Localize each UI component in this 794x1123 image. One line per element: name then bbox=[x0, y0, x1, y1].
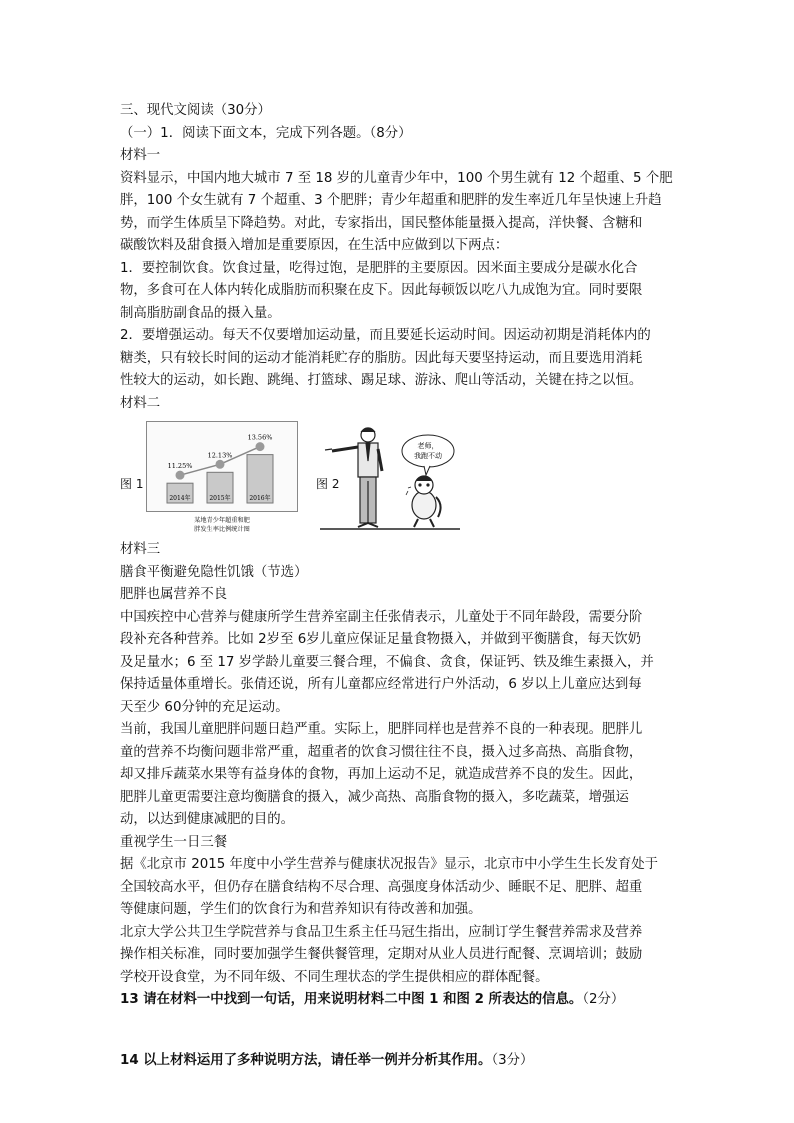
chart-value-label: 11.25% bbox=[167, 462, 193, 471]
material-one-line: 势，而学生体质呈下降趋势。对此，专家指出，国民整体能量摄入提高，洋快餐、含糖和 bbox=[120, 215, 643, 231]
material-one-line: 2．要增强运动。每天不仅要增加运动量，而且要延长运动时间。因运动初期是消耗体内的 bbox=[120, 328, 651, 343]
material-three-line: 操作相关标准，同时要加强学生餐供餐管理，定期对从业人员进行配餐、烹调培训；鼓励 bbox=[120, 947, 643, 962]
question-14 bbox=[120, 1050, 680, 1073]
chart-value-label: 12.13% bbox=[207, 451, 233, 460]
material-three-line: 据《北京市 2015 年度中小学生营养与健康状况报告》显示，北京市中小学生生长发育处于 bbox=[120, 857, 659, 872]
answer-space-13[interactable] bbox=[120, 1012, 680, 1050]
material-one-title: 材料一 bbox=[120, 148, 161, 163]
speech-line-2: 我跑不动 bbox=[414, 452, 442, 460]
question-14-text: 14 以上材料运用了多种说明方法，请任举一例并分析其作用。 bbox=[120, 1052, 492, 1068]
material-three-line: 却又排斥蔬菜水果等有益身体的食物，再加上运动不足，就造成营养不良的发生。因此， bbox=[120, 767, 643, 782]
material-one-line: 胖，100 个女生就有 7 个超重、3 个肥胖；青少年超重和肥胖的发生率近几年呈快速上升趋 bbox=[120, 193, 662, 208]
material-three-line: 当前，我国儿童肥胖问题日趋严重。实际上，肥胖同样也是营养不良的一种表现。肥胖儿 bbox=[120, 722, 643, 737]
material-three-line: 学校开设食堂，为不同年级、不同生理状态的学生提供相应的群体配餐。 bbox=[120, 969, 549, 985]
material-three-line: 重视学生一日三餐 bbox=[120, 834, 228, 850]
chart-point bbox=[176, 471, 185, 480]
figure-1-label: 图 1 bbox=[120, 477, 144, 491]
material-three-line: 中国疾控中心营养与健康所学生营养室副主任张倩表示，儿童处于不同年龄段，需要分阶 bbox=[120, 609, 643, 625]
material-three-line: 等健康问题，学生们的饮食行为和营养知识有待改善和加强。 bbox=[120, 902, 482, 917]
document-body bbox=[120, 100, 680, 1072]
chart-point bbox=[216, 460, 225, 469]
material-three-line: 全国较高水平，但仍存在膳食结构不尽合理、高强度身体活动少、睡眠不足、肥胖、超重 bbox=[120, 879, 643, 895]
material-three-line: 北京大学公共卫生学院营养与食品卫生系主任马冠生指出，应制订学生餐营养需求及营养 bbox=[120, 924, 643, 940]
chart-category-label: 2016年 bbox=[249, 495, 271, 502]
material-one-line: 性较大的运动，如长跑、跳绳、打篮球、踢足球、游泳、爬山等活动，关键在持之以恒。 bbox=[120, 373, 643, 388]
figure-2-label: 图 2 bbox=[316, 477, 340, 491]
material-three-line: 膳食平衡避免隐性饥饿（节选） bbox=[120, 564, 308, 580]
material-two-figures bbox=[120, 421, 680, 533]
question-14-score: （3分） bbox=[491, 1052, 534, 1068]
material-three-line: 保持适量体重增长。张倩还说，所有儿童都应经常进行户外活动，6 岁以上儿童应达到每 bbox=[120, 677, 642, 692]
figure-2-cartoon bbox=[320, 421, 460, 533]
question-13-score: （2分） bbox=[582, 992, 625, 1007]
chart-point bbox=[256, 442, 265, 451]
material-three-line: 肥胖也属营养不良 bbox=[120, 587, 228, 602]
chart-category-label: 2014年 bbox=[169, 495, 191, 502]
material-two-title: 材料二 bbox=[120, 395, 161, 411]
speech-line-1: 老师， bbox=[417, 442, 439, 450]
chart-value-label: 13.56% bbox=[247, 433, 273, 442]
material-three-line: 童的营养不均衡问题非常严重，超重者的饮食习惯往往不良，摄入过多高热、高脂食物， bbox=[120, 744, 643, 760]
question-13-text: 13 请在材料一中找到一句话，用来说明材料二中图 1 和图 2 所表达的信息。 bbox=[120, 992, 583, 1007]
material-one-line: 物，多食可在人体内转化成脂肪而积聚在皮下。因此每顿饭以吃八九成饱为宜。同时要限 bbox=[120, 283, 643, 298]
material-one-line: 糖类，只有较长时间的运动才能消耗贮存的脂肪。因此每天要坚持运动，而且要选用消耗 bbox=[120, 350, 643, 366]
chart-category-label: 2015年 bbox=[209, 495, 231, 502]
material-one-line: 碳酸饮料及甜食摄入增加是重要原因，在生活中应做到以下两点： bbox=[120, 238, 509, 253]
teacher-figure bbox=[325, 428, 382, 527]
material-three-title: 材料三 bbox=[120, 542, 161, 557]
material-three-text bbox=[120, 562, 680, 990]
material-three-line: 及足量水；6 至 17 岁学龄儿童要三餐合理，不偏食、贪食，保证钙、铁及维生素摄入，并 bbox=[120, 654, 654, 670]
boy-figure bbox=[406, 476, 441, 527]
material-three-line: 动，以达到健康减肥的目的。 bbox=[120, 812, 295, 827]
material-three-line: 肥胖儿童更需要注意均衡膳食的摄入，减少高热、高脂食物的摄入，多吃蔬菜，增强运 bbox=[120, 789, 629, 805]
material-one-line: 资料显示，中国内地大城市 7 至 18 岁的儿童青少年中，100 个男生就有 12 个超重、5 个肥 bbox=[120, 170, 673, 186]
material-three-line: 天至少 60分钟的充足运动。 bbox=[120, 699, 289, 715]
speech-bubble bbox=[402, 435, 454, 467]
chart-caption-line-2: 胖发生率比例统计图 bbox=[194, 526, 250, 533]
chart-caption-line-1: 某地青少年超重和肥 bbox=[194, 517, 250, 524]
material-one-line: 1．要控制饮食。饮食过量，吃得过饱，是肥胖的主要原因。因米面主要成分是碳水化合 bbox=[120, 260, 638, 276]
subsection-title: （一）1．阅读下面文本，完成下列各题。（8分） bbox=[120, 125, 412, 141]
question-13 bbox=[120, 989, 680, 1012]
material-one-line: 制高脂肪副食品的摄入量。 bbox=[120, 305, 281, 321]
section-title: 三、现代文阅读（30分） bbox=[120, 103, 271, 118]
figure-1-chart bbox=[146, 421, 298, 533]
material-one-text bbox=[120, 168, 680, 393]
material-three-line: 段补充各种营养。比如 2岁至 6岁儿童应保证足量食物摄入，并做到平衡膳食，每天饮奶 bbox=[120, 632, 642, 647]
